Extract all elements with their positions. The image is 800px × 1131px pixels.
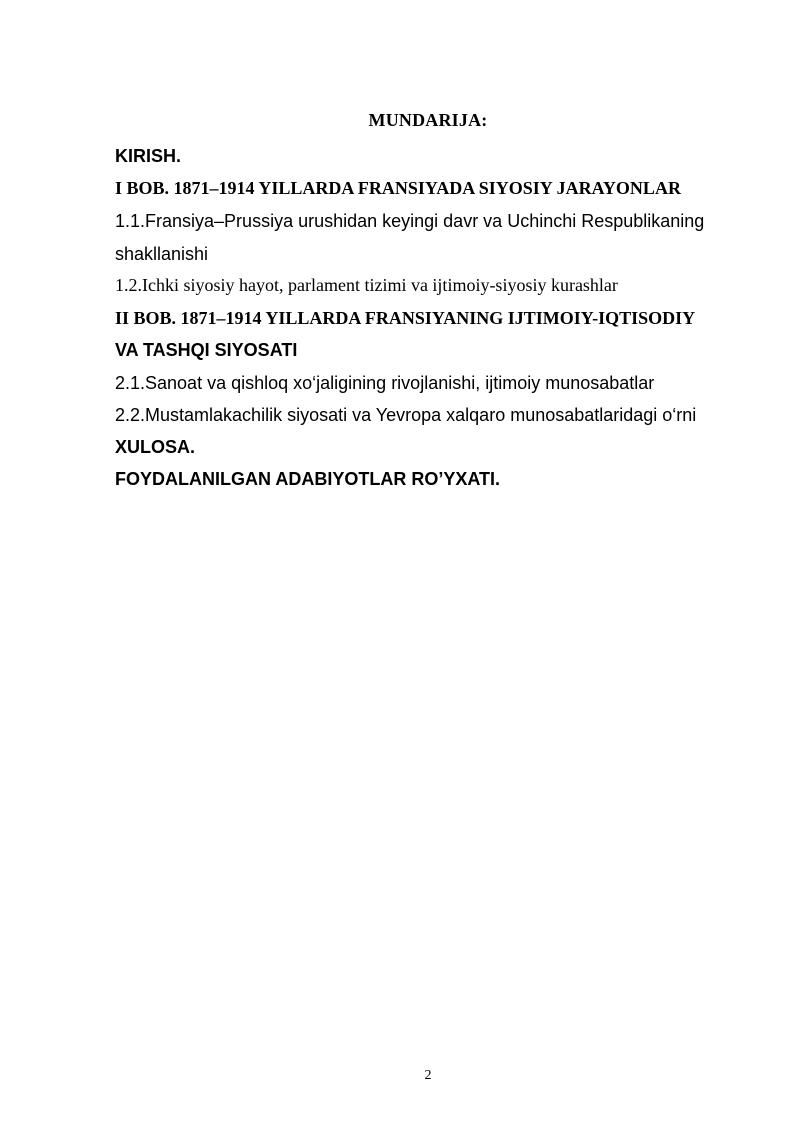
toc-item-2-1: 2.1.Sanoat va qishloq xo‘jaligining rivojlanishi, ijtimoiy munosabatlar xyxy=(115,373,655,393)
toc-item-references: FOYDALANILGAN ADABIYOTLAR RO’YXATI. xyxy=(115,469,500,489)
toc-item-chapter-2-line-2: VA TASHQI SIYOSATI xyxy=(115,340,298,360)
toc-item-1-2: 1.2.Ichki siyosiy hayot, parlament tizimi va ijtimoiy-siyosiy kurashlar xyxy=(115,275,618,295)
page-number: 2 xyxy=(424,1068,432,1083)
toc-item-1-1-line-2: shakllanishi xyxy=(115,244,209,264)
toc-item-2-2: 2.2.Mustamlakachilik siyosati va Yevropa xalqaro munosabatlaridagi o‘rni xyxy=(115,405,697,425)
toc-item-chapter-1: I BOB. 1871–1914 YILLARDA FRANSIYADA SIYOSIY JARAYONLAR xyxy=(115,178,681,198)
toc-item-1-1-line-1: 1.1.Fransiya–Prussiya urushidan keyingi davr va Uchinchi Respublikaning xyxy=(115,211,705,231)
toc-item-chapter-2-line-1: II BOB. 1871–1914 YILLARDA FRANSIYANING IJTIMOIY-IQTISODIY xyxy=(115,308,696,328)
toc-item-conclusion: XULOSA. xyxy=(115,437,196,457)
toc-item-introduction: KIRISH. xyxy=(115,146,182,166)
page-title: MUNDARIJA: xyxy=(368,110,488,130)
